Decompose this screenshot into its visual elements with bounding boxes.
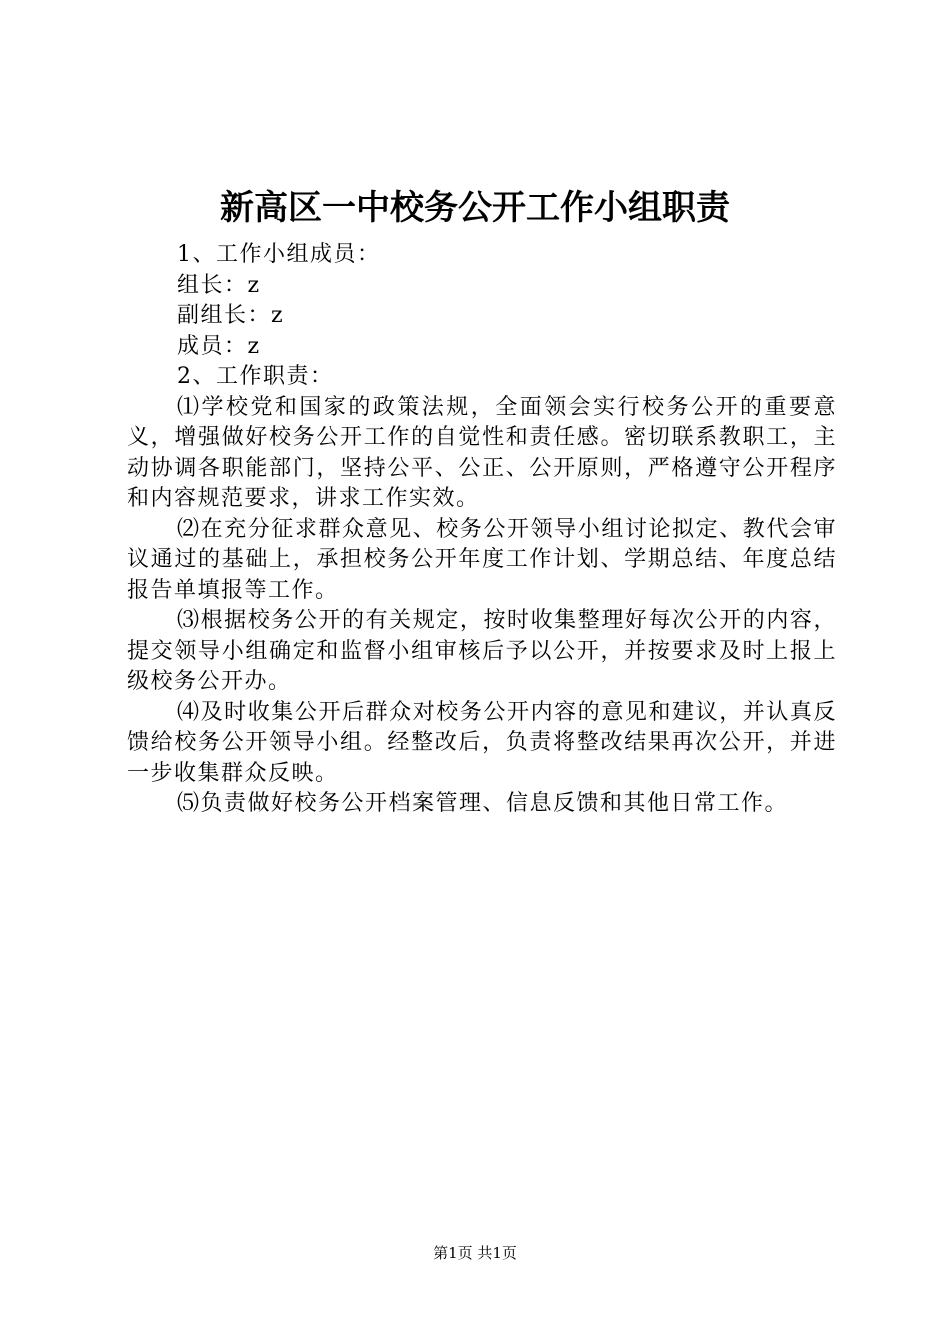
members-line: 成员：z	[177, 333, 261, 359]
duty-paragraph-3: ⑶根据校务公开的有关规定，按时收集整理好每次公开的内容，提交领导小组确定和监督小组审核后予以公开，并按要求及时上报上级校务公开办。	[127, 608, 837, 694]
leader-line: 组长：z	[177, 272, 261, 298]
section2-heading: 2、工作职责：	[177, 364, 334, 389]
duty-paragraph-1: ⑴学校党和国家的政策法规，全面领会实行校务公开的重要意义，增强做好校务公开工作的自觉性和责任感。密切联系教职工，主动协调各职能部门，坚持公平、公正、公开原则，严格遵守公开程序和内容规范要求，讲求工作实效。	[127, 394, 837, 511]
document-body	[127, 240, 837, 820]
duty-paragraph-5: ⑸负责做好校务公开档案管理、信息反馈和其他日常工作。	[177, 791, 789, 816]
page-footer: 第1页 共1页	[433, 1244, 517, 1262]
document-title: 新高区一中校务公开工作小组职责	[220, 188, 730, 228]
duty-paragraph-2: ⑵在充分征求群众意见、校务公开领导小组讨论拟定、教代会审议通过的基础上，承担校务公开年度工作计划、学期总结、年度总结报告单填报等工作。	[127, 516, 837, 603]
deputy-leader-line: 副组长：z	[177, 303, 285, 328]
section1-heading: 1、工作小组成员：	[177, 242, 381, 267]
duty-paragraph-4: ⑷及时收集公开后群众对校务公开内容的意见和建议，并认真反馈给校务公开领导小组。经整改后，负责将整改结果再次公开，并进一步收集群众反映。	[127, 699, 837, 786]
